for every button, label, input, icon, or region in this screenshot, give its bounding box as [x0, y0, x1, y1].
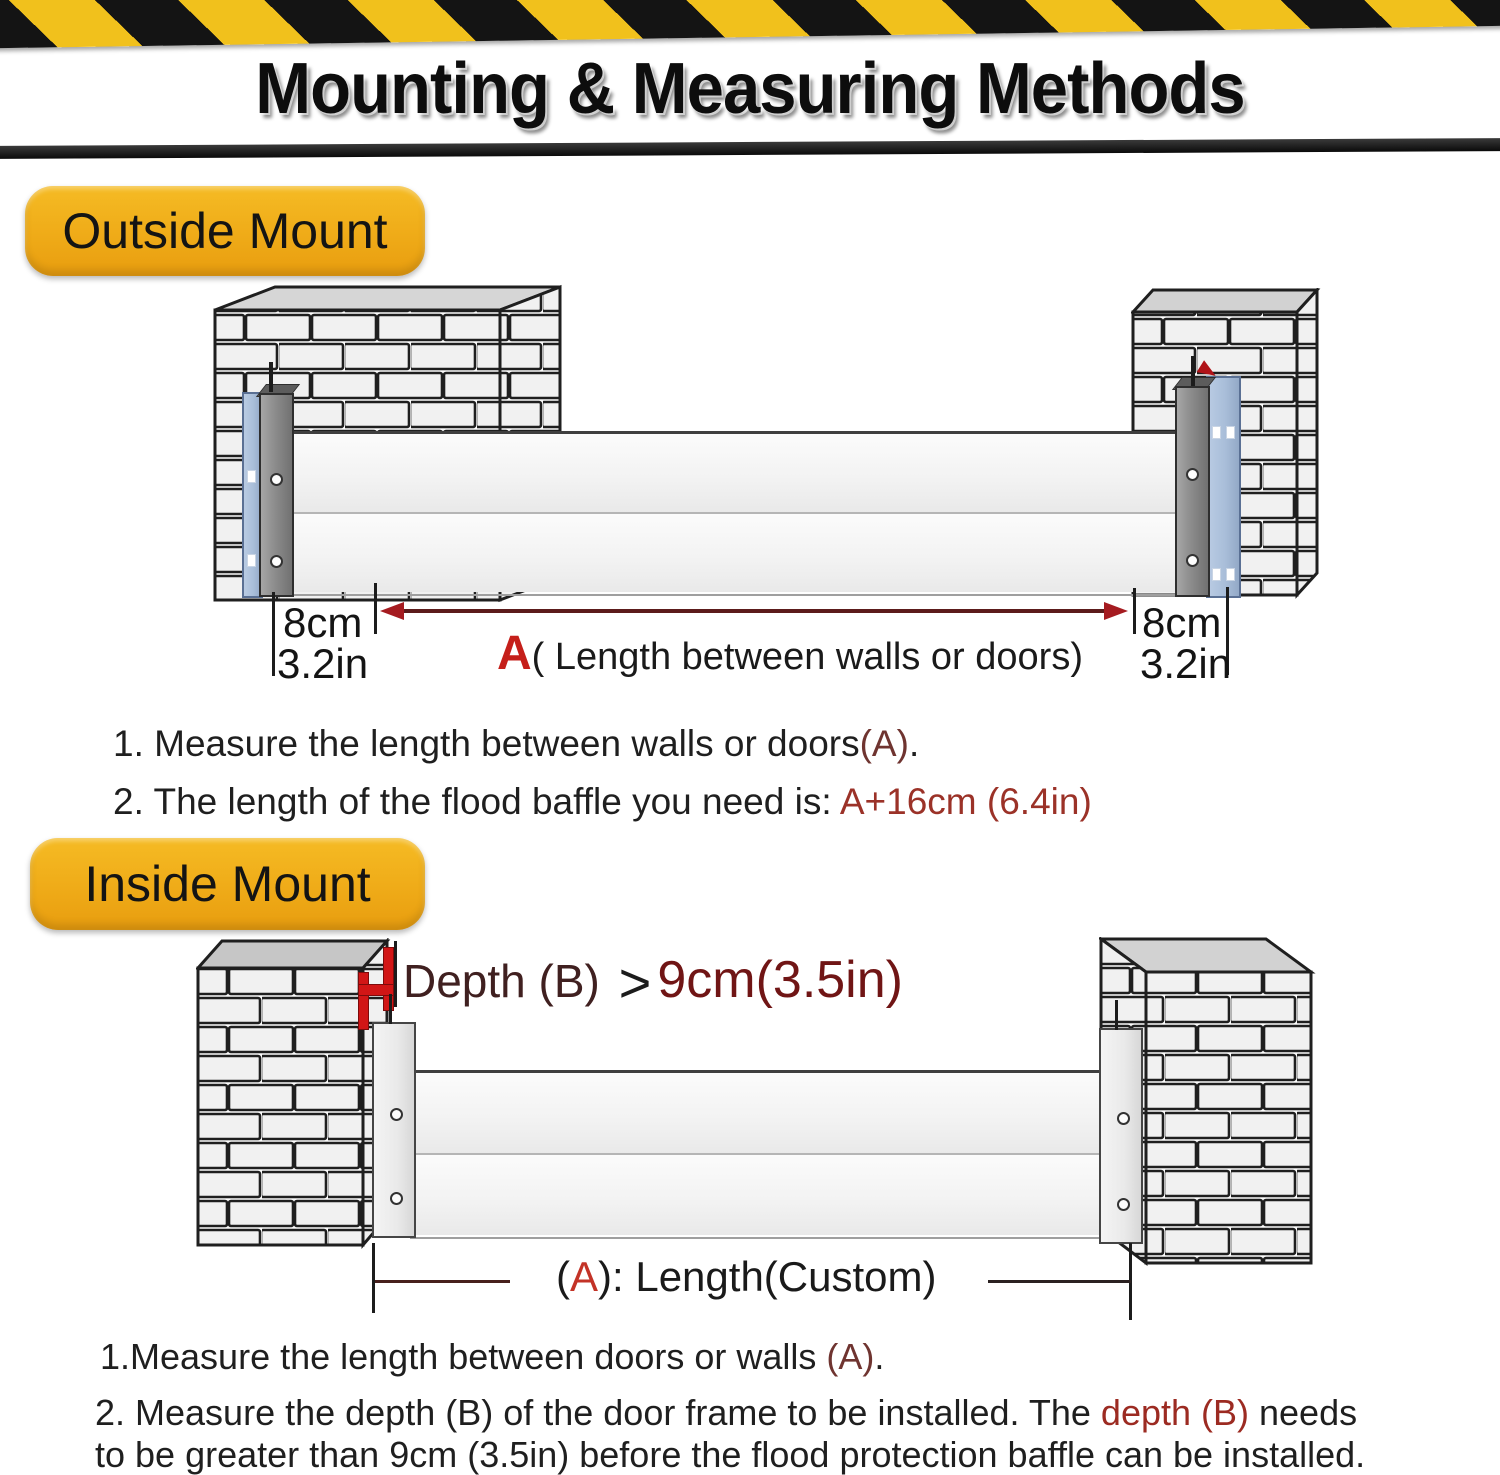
- greater-than-sign: >: [618, 951, 652, 1014]
- mounting-channel-left: [372, 1022, 416, 1238]
- step-highlight: (A): [826, 1336, 875, 1377]
- step-text: 1. Measure the length between walls or doors: [113, 723, 860, 764]
- pillar-side-face: [1297, 290, 1317, 595]
- mounting-channel-left: [259, 393, 294, 597]
- depth-value: 9cm(3.5in): [657, 951, 903, 1009]
- screw-hole: [270, 555, 283, 568]
- anchor-line-left: [389, 994, 392, 1024]
- step-highlight: (A): [859, 723, 909, 764]
- inside-mount-badge: [30, 838, 425, 930]
- screw-hole: [1186, 468, 1199, 481]
- inside-mount-badge-label: Inside Mount: [84, 856, 371, 912]
- mounting-channel-right: [1175, 386, 1210, 597]
- strip-hole: [1212, 568, 1221, 581]
- length-dim-line-left: [375, 1280, 510, 1283]
- baffle-panel-top: [288, 434, 1178, 514]
- dim-left-cm: 8cm: [283, 599, 363, 646]
- dim-tick: [374, 583, 377, 634]
- anchor-line-right: [1115, 1000, 1118, 1030]
- screw-hole: [270, 473, 283, 486]
- step-text: 1.Measure the length between doors or walls: [100, 1336, 827, 1377]
- inside-step-1: [100, 1338, 884, 1377]
- outside-step-2: [113, 782, 1092, 822]
- anchor-bolt-left: [269, 362, 273, 392]
- pillar-front-face: [198, 968, 363, 1245]
- title-separator-bar: [0, 138, 1500, 159]
- arrowhead-left-icon: [380, 602, 404, 620]
- step-highlight: A+16cm (6.4in): [839, 781, 1092, 822]
- baffle-panel-bottom: [410, 1155, 1102, 1235]
- step-text: .: [908, 723, 920, 764]
- strip-hole: [1212, 426, 1221, 439]
- baffle-panel-bottom: [288, 514, 1178, 592]
- step-text: needs: [1249, 1392, 1358, 1433]
- strip-hole: [1226, 568, 1235, 581]
- inside-step-2: [95, 1394, 1357, 1433]
- step-text: 2. The length of the flood baffle you need is:: [113, 781, 840, 822]
- dim-right-in: 3.2in: [1140, 640, 1232, 687]
- step-text: .: [874, 1336, 885, 1377]
- length-annotation: [556, 1254, 936, 1299]
- anchor-bolt-right: [1191, 356, 1195, 386]
- baffle-panel-top: [410, 1073, 1102, 1155]
- step-highlight: depth (B): [1100, 1392, 1249, 1433]
- dim-tick: [1133, 588, 1136, 634]
- depth-label: Depth (B): [403, 955, 613, 1007]
- pillar-top-face: [1133, 290, 1317, 312]
- frame-edge-line: [394, 941, 397, 1007]
- dimension-label-text: ( Length between walls or doors): [531, 636, 1083, 678]
- span-dimension-line: [402, 609, 1106, 613]
- dim-tick: [372, 1243, 375, 1313]
- outside-mount-badge: [25, 186, 425, 276]
- seal-strip-right: [1206, 376, 1241, 598]
- dim-left-in: 3.2in: [277, 640, 369, 687]
- strip-hole: [247, 554, 256, 567]
- arrowhead-right-icon: [1104, 602, 1128, 620]
- dimension-letter-a: A: [570, 1253, 599, 1300]
- span-dimension-label: [497, 628, 1083, 680]
- outside-step-1: [113, 724, 919, 764]
- dimension-letter-a: A: [497, 627, 532, 680]
- dim-tick: [272, 592, 275, 676]
- caution-tape-band: [0, 0, 1500, 49]
- screw-hole: [390, 1108, 403, 1121]
- strip-hole: [1226, 426, 1235, 439]
- depth-annotation: [403, 952, 903, 1013]
- pillar-front-face: [1146, 972, 1311, 1263]
- flood-baffle-outside: [288, 431, 1178, 596]
- length-label-text: ): Length(Custom): [598, 1253, 937, 1300]
- outside-mount-badge-label: Outside Mount: [62, 203, 388, 259]
- screw-hole: [390, 1192, 403, 1205]
- pillar-top-face: [198, 941, 387, 968]
- step-text: 2. Measure the depth (B) of the door frame to be installed. The: [95, 1392, 1101, 1433]
- paren-open: (: [556, 1253, 570, 1300]
- dim-right-cm: 8cm: [1142, 599, 1222, 646]
- inside-step-2-continued: [95, 1436, 1365, 1475]
- depth-bracket-bar: [358, 972, 369, 1030]
- page-title: Mounting & Measuring Methods: [255, 49, 1245, 129]
- length-dim-line-right: [988, 1280, 1131, 1283]
- screw-hole: [1117, 1198, 1130, 1211]
- screw-hole: [1186, 554, 1199, 567]
- mounting-channel-right: [1099, 1028, 1143, 1244]
- screw-hole: [1117, 1112, 1130, 1125]
- step-text: to be greater than 9cm (3.5in) before the flood protection baffle can be installed.: [95, 1434, 1366, 1475]
- flood-baffle-inside: [410, 1070, 1102, 1239]
- strip-hole: [247, 470, 256, 483]
